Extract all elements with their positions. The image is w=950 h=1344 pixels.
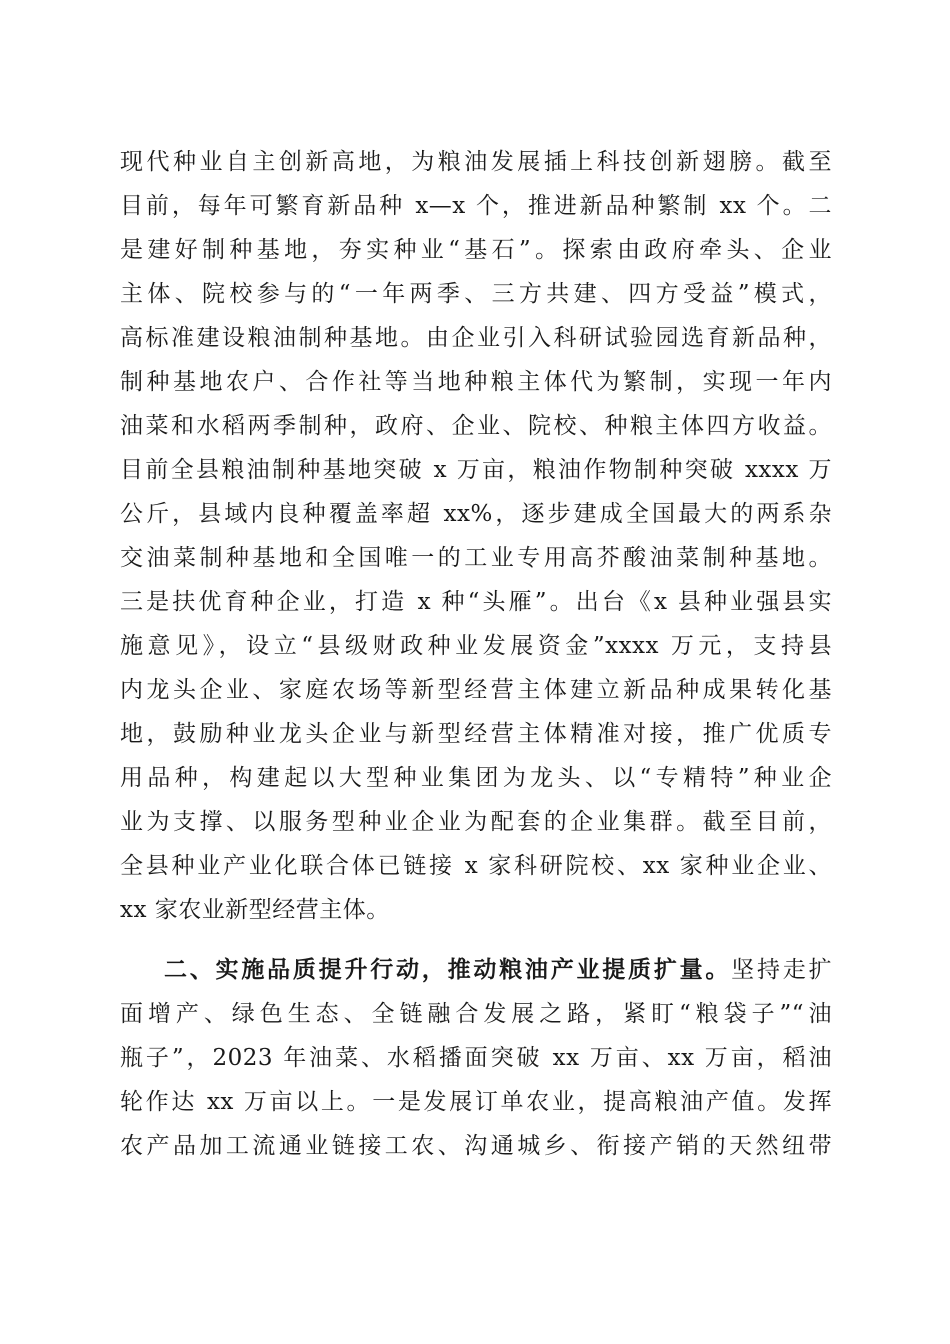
paragraph-line: 主体、院校参与的“一年两季、三方共建、四方受益”模式，	[120, 281, 832, 307]
paragraph-line: 业为支撑、以服务型种业企业为配套的企业集群。截至目前，	[120, 809, 832, 835]
paragraph-line: 用品种，构建起以大型种业集团为龙头、以“专精特”种业企	[120, 765, 832, 791]
paragraph-line: 是建好制种基地，夯实种业“基石”。探索由政府牵头、企业	[120, 237, 832, 263]
paragraph-line: 油菜和水稻两季制种，政府、企业、院校、种粮主体四方收益。	[120, 413, 832, 439]
section-heading-line	[164, 948, 832, 992]
paragraph-line: 全县种业产业化联合体已链接 x 家科研院校、xx 家种业企业、	[120, 853, 832, 879]
paragraph-line: 面增产、绿色生态、全链融合发展之路，紧盯“粮袋子”“油	[120, 1001, 832, 1027]
section-heading-tail: 坚持走扩	[731, 957, 833, 983]
paragraph-line: xx 家农业新型经营主体。	[120, 897, 390, 923]
paragraph-line: 三是扶优育种企业，打造 x 种“头雁”。出台《x 县种业强县实	[120, 589, 832, 615]
paragraph-line: 瓶子”，2023 年油菜、水稻播面突破 xx 万亩、xx 万亩，稻油	[120, 1045, 832, 1071]
paragraph-line: 高标准建设粮油制种基地。由企业引入科研试验园选育新品种，	[120, 325, 832, 351]
paragraph-line: 地，鼓励种业龙头企业与新型经营主体精准对接，推广优质专	[120, 721, 832, 747]
paragraph-line: 现代种业自主创新高地，为粮油发展插上科技创新翅膀。截至	[120, 149, 832, 175]
paragraph-line: 农产品加工流通业链接工农、沟通城乡、衔接产销的天然纽带	[120, 1133, 832, 1159]
section-heading: 二、实施品质提升行动，推动粮油产业提质扩量。	[164, 956, 732, 983]
paragraph-line: 施意见》，设立“县级财政种业发展资金”xxxx 万元，支持县	[120, 633, 832, 659]
paragraph-line: 内龙头企业、家庭农场等新型经营主体建立新品种成果转化基	[120, 677, 832, 703]
paragraph-line: 制种基地农户、合作社等当地种粮主体代为繁制，实现一年内	[120, 369, 832, 395]
paragraph-line: 公斤，县域内良种覆盖率超 xx%，逐步建成全国最大的两系杂	[120, 501, 832, 527]
paragraph-line: 目前，每年可繁育新品种 x—x 个，推进新品种繁制 xx 个。二	[120, 193, 832, 219]
paragraph-line: 轮作达 xx 万亩以上。一是发展订单农业，提高粮油产值。发挥	[120, 1089, 832, 1115]
paragraph-line: 交油菜制种基地和全国唯一的工业专用高芥酸油菜制种基地。	[120, 545, 832, 571]
paragraph-line: 目前全县粮油制种基地突破 x 万亩，粮油作物制种突破 xxxx 万	[120, 457, 832, 483]
